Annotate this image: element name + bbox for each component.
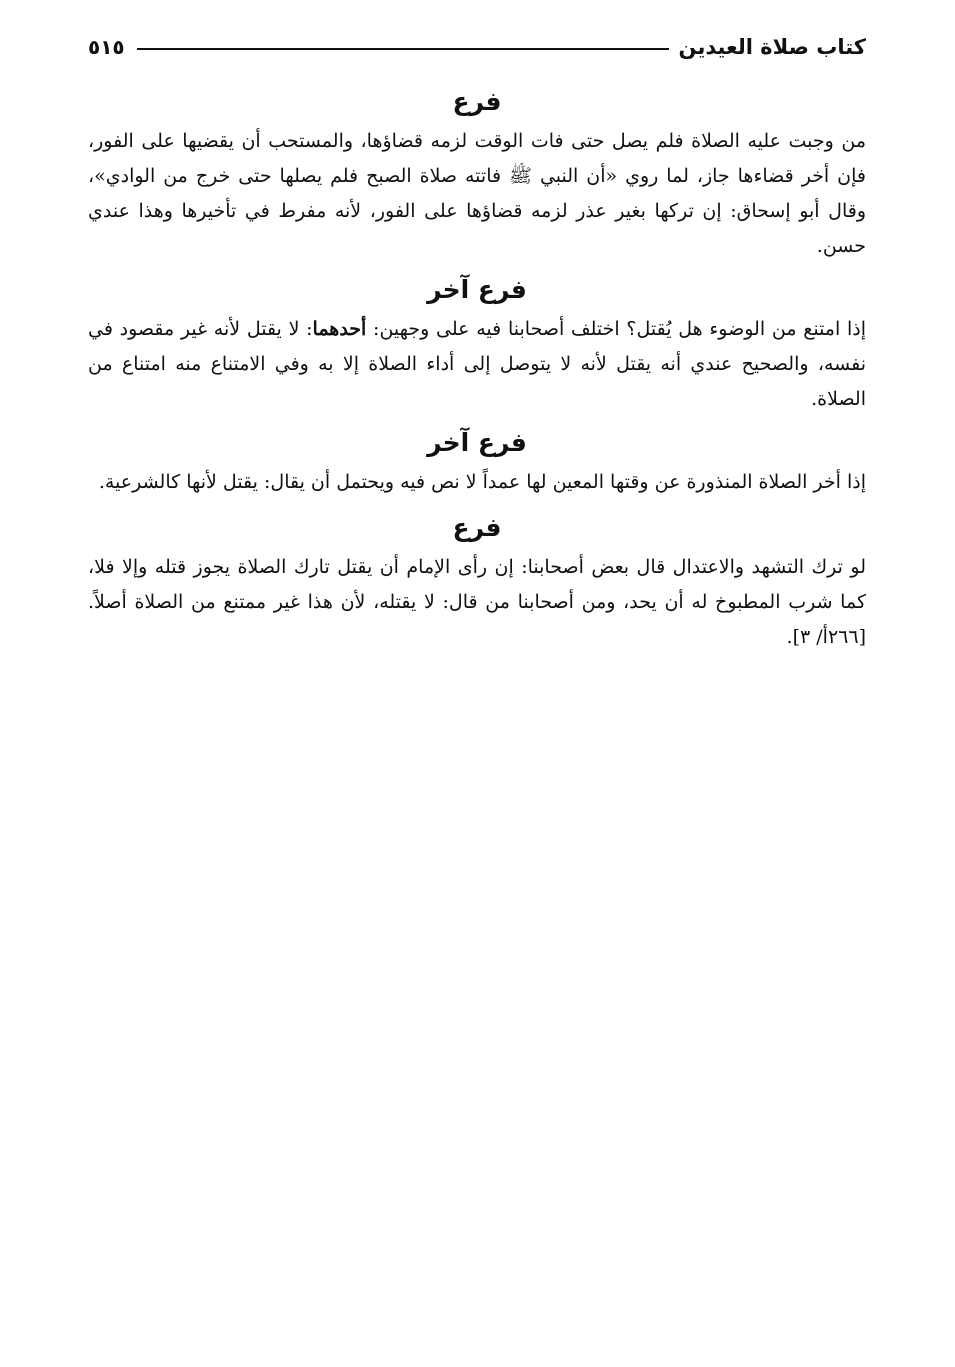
section-paragraph: إذا أخر الصلاة المنذورة عن وقتها المعين لها عمداً لا نص فيه ويحتمل أن يقال: يقتل لأنها كالشرعية. — [98, 471, 866, 493]
section-heading: فرع — [452, 87, 502, 116]
paragraph-text-before: إذا امتنع من الوضوء هل يُقتل؟ اختلف أصحابنا فيه على وجهين: — [366, 318, 866, 340]
section-far-1 — [88, 82, 866, 264]
section-paragraph — [88, 312, 866, 417]
running-header — [88, 30, 866, 64]
bold-term: أحدهما — [312, 318, 367, 340]
section-heading: فرع — [452, 513, 502, 542]
section-heading: فرع آخر — [427, 428, 527, 457]
paragraph-text-after: : لا يقتل لأنه غير مقصود في نفسه، والصحيح عندي أنه يقتل لأنه لا يتوصل إلى أداء الصلاة إلا به وفي الامتناع منه امتناع من الصلاة. — [88, 318, 866, 410]
section-far-akhar-2 — [88, 423, 866, 500]
page-number: ٥١٥ — [88, 35, 125, 59]
book-page — [88, 30, 866, 655]
section-far-2 — [88, 508, 866, 655]
section-far-akhar-1 — [88, 270, 866, 417]
section-paragraph: لو ترك التشهد والاعتدال قال بعض أصحابنا: إن رأى الإمام أن يقتل تارك الصلاة يجوز قتله وإلا فلا، كما شرب المطبوخ له أن يحد، ومن أصحابنا من قال: لا يقتله، لأن هذا غير ممتنع من الصلاة أصلاً. [٢٦٦أ/ ٣]. — [88, 556, 866, 648]
header-rule — [137, 48, 669, 50]
section-heading: فرع آخر — [427, 275, 527, 304]
section-paragraph: من وجبت عليه الصلاة فلم يصل حتى فات الوقت لزمه قضاؤها، والمستحب أن يقضيها على الفور، فإن أخر قضاءها جاز، لما روي «أن النبي ﷺ فاتته صلاة الصبح فلم يصلها حتى خرج من الوادي»، وقال أبو إسحاق: إن تركها بغير عذر لزمه قضاؤها على الفور، لأنه مفرط في تأخيرها وهذا عندي حسن. — [88, 130, 866, 257]
book-title: كتاب صلاة العيدين — [678, 35, 866, 59]
